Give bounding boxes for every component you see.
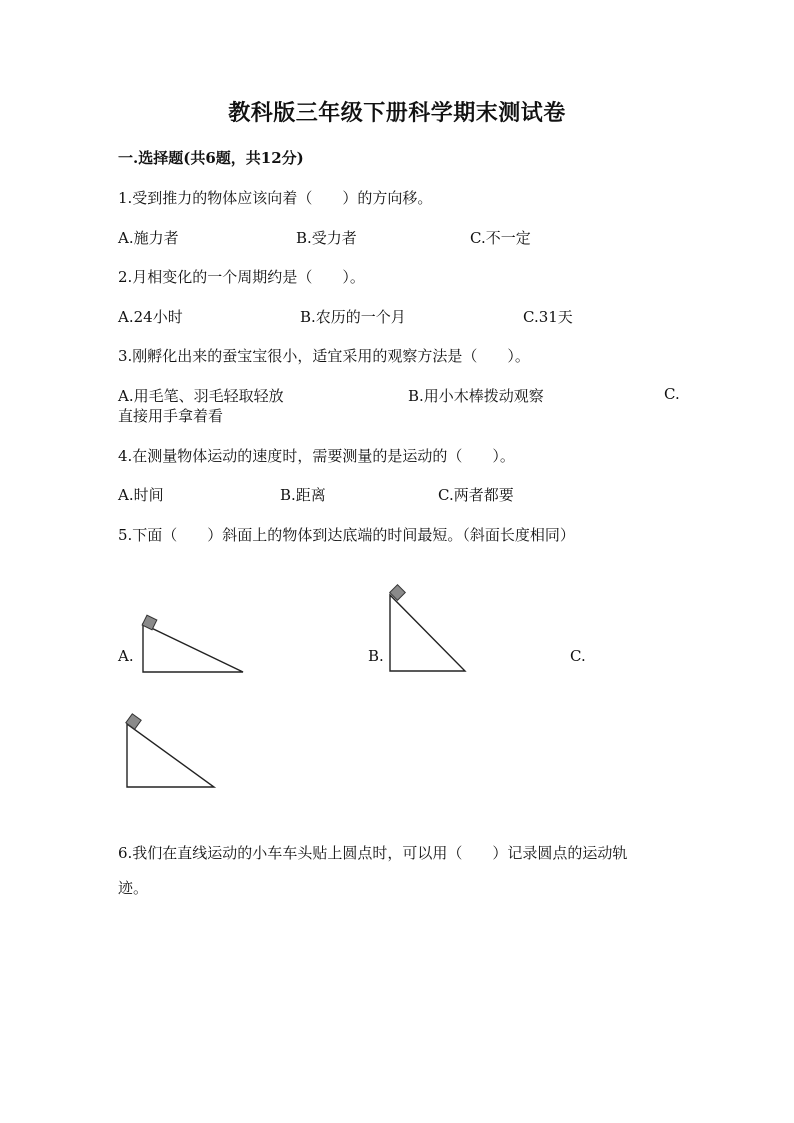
q4-option-b[interactable]: B.距离 [280,486,326,504]
question-3: 3.刚孵化出来的蚕宝宝很小，适宜采用的观察方法是（ ）。 [118,347,530,365]
q3-option-b[interactable]: B.用小木棒拨动观察 [408,387,544,405]
incline-b-figure [382,583,472,679]
question-5: 5.下面（ ）斜面上的物体到达底端的时间最短。（斜面长度相同） [118,526,575,544]
q2-option-a[interactable]: A.24小时 [118,308,183,326]
incline-a-block [142,615,157,630]
q4-option-a[interactable]: A.时间 [118,486,164,504]
q3-option-c-text[interactable]: 直接用手拿着看 [118,407,224,425]
q5-option-a[interactable]: A. [118,647,134,665]
q2-option-c[interactable]: C.31天 [523,308,573,326]
incline-a-triangle [143,624,243,672]
q5-option-c[interactable]: C. [570,647,586,665]
q4-option-c[interactable]: C.两者都要 [438,486,514,504]
question-1: 1.受到推力的物体应该向着（ ）的方向移。 [118,189,433,207]
q1-option-a[interactable]: A.施力者 [118,229,179,247]
page-title: 教科版三年级下册科学期末测试卷 [228,100,566,126]
q2-option-b[interactable]: B.农历的一个月 [300,308,406,326]
incline-a-figure [135,612,250,680]
question-6-continued: 迹。 [118,879,149,897]
q3-option-a[interactable]: A.用毛笔、羽毛轻取轻放 [118,387,284,405]
incline-b-triangle [390,595,465,671]
question-6: 6.我们在直线运动的小车车头贴上圆点时，可以用（ ）记录圆点的运动轨 [118,844,628,862]
q5-option-b[interactable]: B. [368,647,384,665]
question-4: 4.在测量物体运动的速度时，需要测量的是运动的（ ）。 [118,447,515,465]
q3-option-c-label[interactable]: C. [664,385,680,403]
section-heading: 一.选择题(共6题，共12分) [118,149,304,167]
question-2: 2.月相变化的一个周期约是（ ）。 [118,268,365,286]
q1-option-c[interactable]: C.不一定 [470,229,531,247]
incline-c-block [126,714,141,729]
incline-c-triangle [127,724,214,787]
incline-c-figure [120,710,220,792]
q1-option-b[interactable]: B.受力者 [296,229,357,247]
